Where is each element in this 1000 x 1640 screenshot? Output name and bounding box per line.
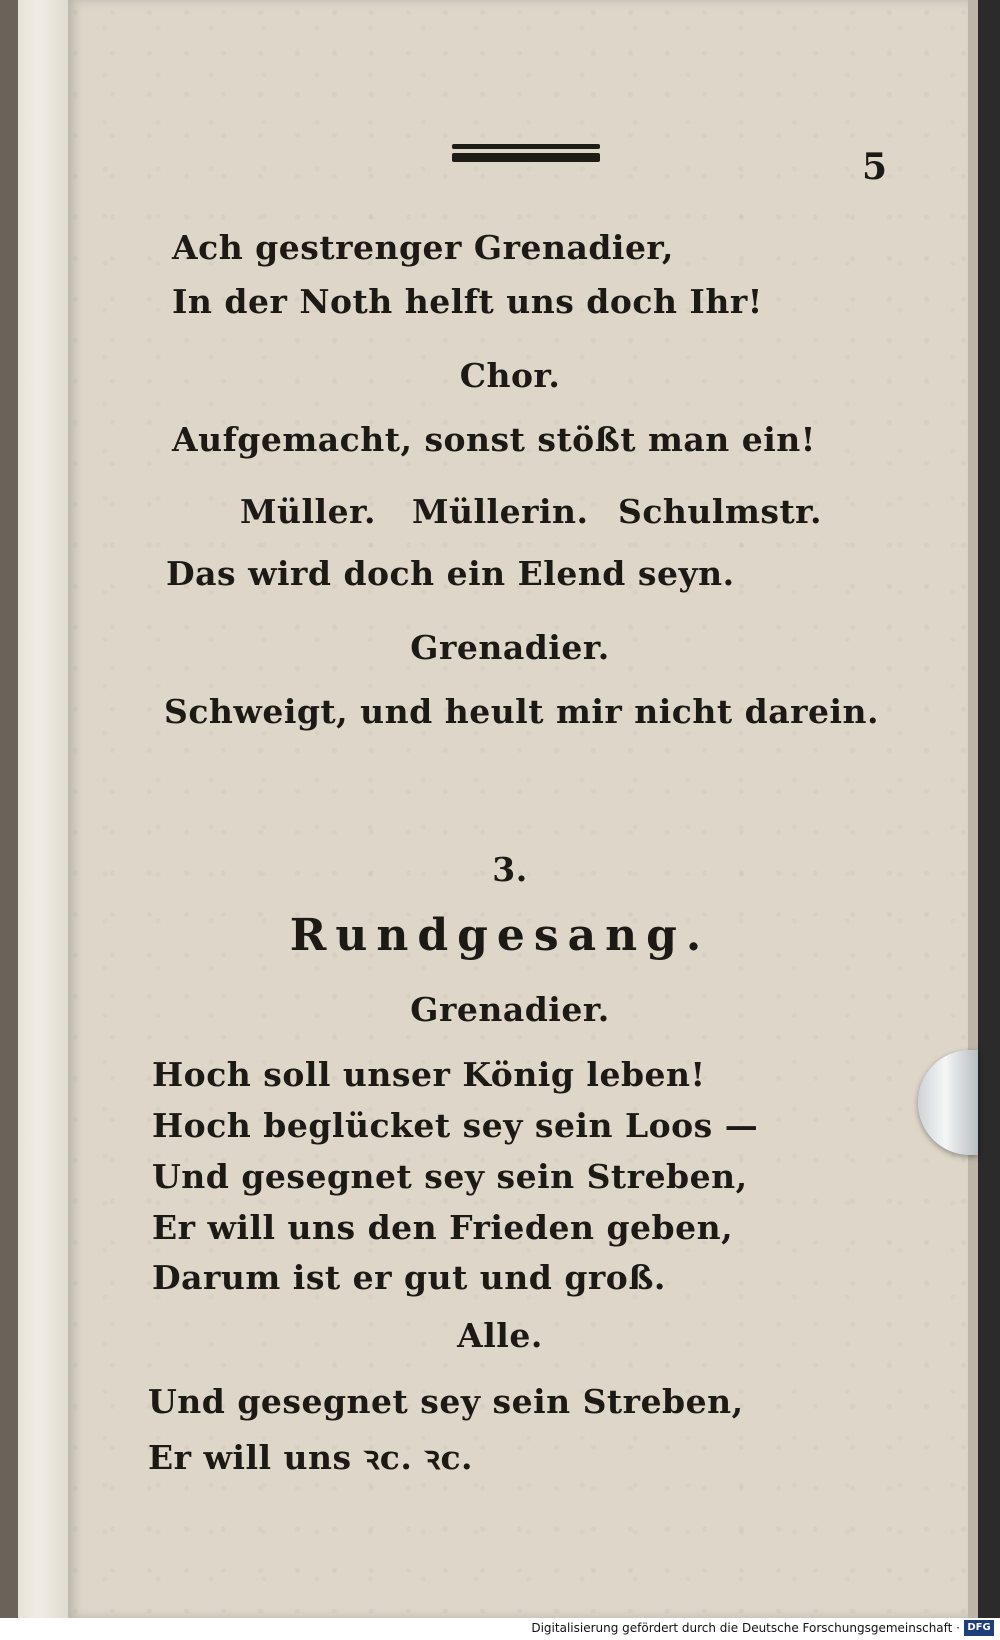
verse-line: Hoch beglücket sey sein Loos — xyxy=(152,1106,759,1145)
header-rule-bottom xyxy=(452,153,600,162)
verse-line: In der Noth helft uns doch Ihr! xyxy=(172,282,763,321)
footer-credit: Digitalisierung gefördert durch die Deutsche Forschungsgemeinschaft · xyxy=(531,1621,960,1635)
page-edge-left xyxy=(0,0,18,1618)
section-number: 3. xyxy=(492,850,528,889)
verse-line: Ach gestrenger Grenadier, xyxy=(172,228,674,267)
verse-line: Aufgemacht, sonst stößt man ein! xyxy=(172,420,816,459)
speaker-mueller: Müller. xyxy=(240,492,376,531)
verse-line: Und gesegnet sey sein Streben, xyxy=(152,1157,748,1196)
verse-line: Er will uns ꝛc. ꝛc. xyxy=(148,1438,474,1477)
header-rule-top xyxy=(452,144,600,149)
verse-line: Schweigt, und heult mir nicht darein. xyxy=(164,692,879,731)
speaker-alle: Alle. xyxy=(457,1316,543,1355)
book-binding xyxy=(18,0,68,1618)
section-title: Rundgesang. xyxy=(289,910,711,961)
dfg-logo: DFG xyxy=(964,1620,994,1636)
verse-line: Das wird doch ein Elend seyn. xyxy=(166,554,735,593)
verse-line: Er will uns den Frieden geben, xyxy=(152,1208,734,1247)
speaker-grenadier: Grenadier. xyxy=(410,628,610,667)
header-rule xyxy=(452,144,600,164)
speaker-chor: Chor. xyxy=(459,356,561,395)
speaker-grenadier: Grenadier. xyxy=(410,990,610,1029)
speaker-schulmeister: Schulmstr. xyxy=(618,492,823,531)
page-number: 5 xyxy=(862,146,888,188)
verse-line: Hoch soll unser König leben! xyxy=(152,1055,706,1094)
page-edge-right xyxy=(968,0,978,1618)
footer-bar xyxy=(0,1618,1000,1640)
verse-line: Und gesegnet sey sein Streben, xyxy=(148,1382,744,1421)
verse-line: Darum ist er gut und groß. xyxy=(152,1258,666,1297)
speaker-muellerin: Müllerin. xyxy=(412,492,589,531)
